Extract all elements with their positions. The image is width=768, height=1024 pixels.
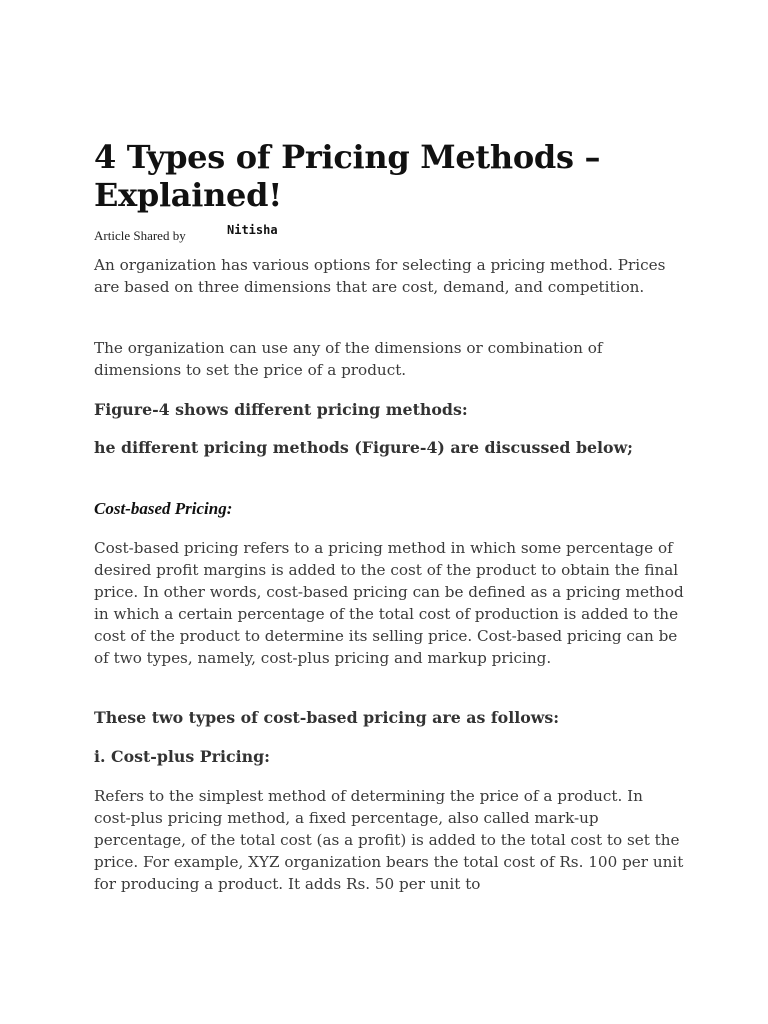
cost-plus-heading: i. Cost-plus Pricing: <box>94 747 270 766</box>
methods-discussed-heading: he different pricing methods (Figure-4) are discussed below; <box>94 438 634 457</box>
cost-based-pricing-paragraph: Cost-based pricing refers to a pricing method in which some percentage of desired profit margins is added to the cost of the product to obtain the final price. In other words, cost-based pricing can be defined as a pricing method in which a certain percentage of the total cost of production is added to the cost of the product to determine its selling price. Cost-based pricing can be of two types, namely, cost-plus pricing and markup pricing. <box>94 539 684 667</box>
byline-label: Article Shared by <box>94 228 186 243</box>
byline <box>94 223 684 248</box>
article-title: 4 Types of Pricing Methods – Explained! <box>94 138 601 214</box>
two-types-heading: These two types of cost-based pricing are as follows: <box>94 708 560 727</box>
intro-paragraph-2: The organization can use any of the dimensions or combination of dimensions to set the price of a product. <box>94 339 603 379</box>
author-name[interactable]: Nitisha <box>227 223 278 237</box>
cost-plus-paragraph: Refers to the simplest method of determining the price of a product. In cost-plus pricing method, a fixed percentage, also called mark-up percentage, of the total cost (as a profit) is added to the total cost to set the price. For example, XYZ organization bears the total cost of Rs. 100 per unit for producing a product. It adds Rs. 50 per unit to <box>94 787 684 893</box>
cost-based-pricing-subheading: Cost-based Pricing: <box>94 499 233 518</box>
figure-heading: Figure-4 shows different pricing methods: <box>94 400 468 419</box>
intro-paragraph-1: An organization has various options for selecting a pricing method. Prices are based on three dimensions that are cost, demand, and competition. <box>94 256 666 296</box>
